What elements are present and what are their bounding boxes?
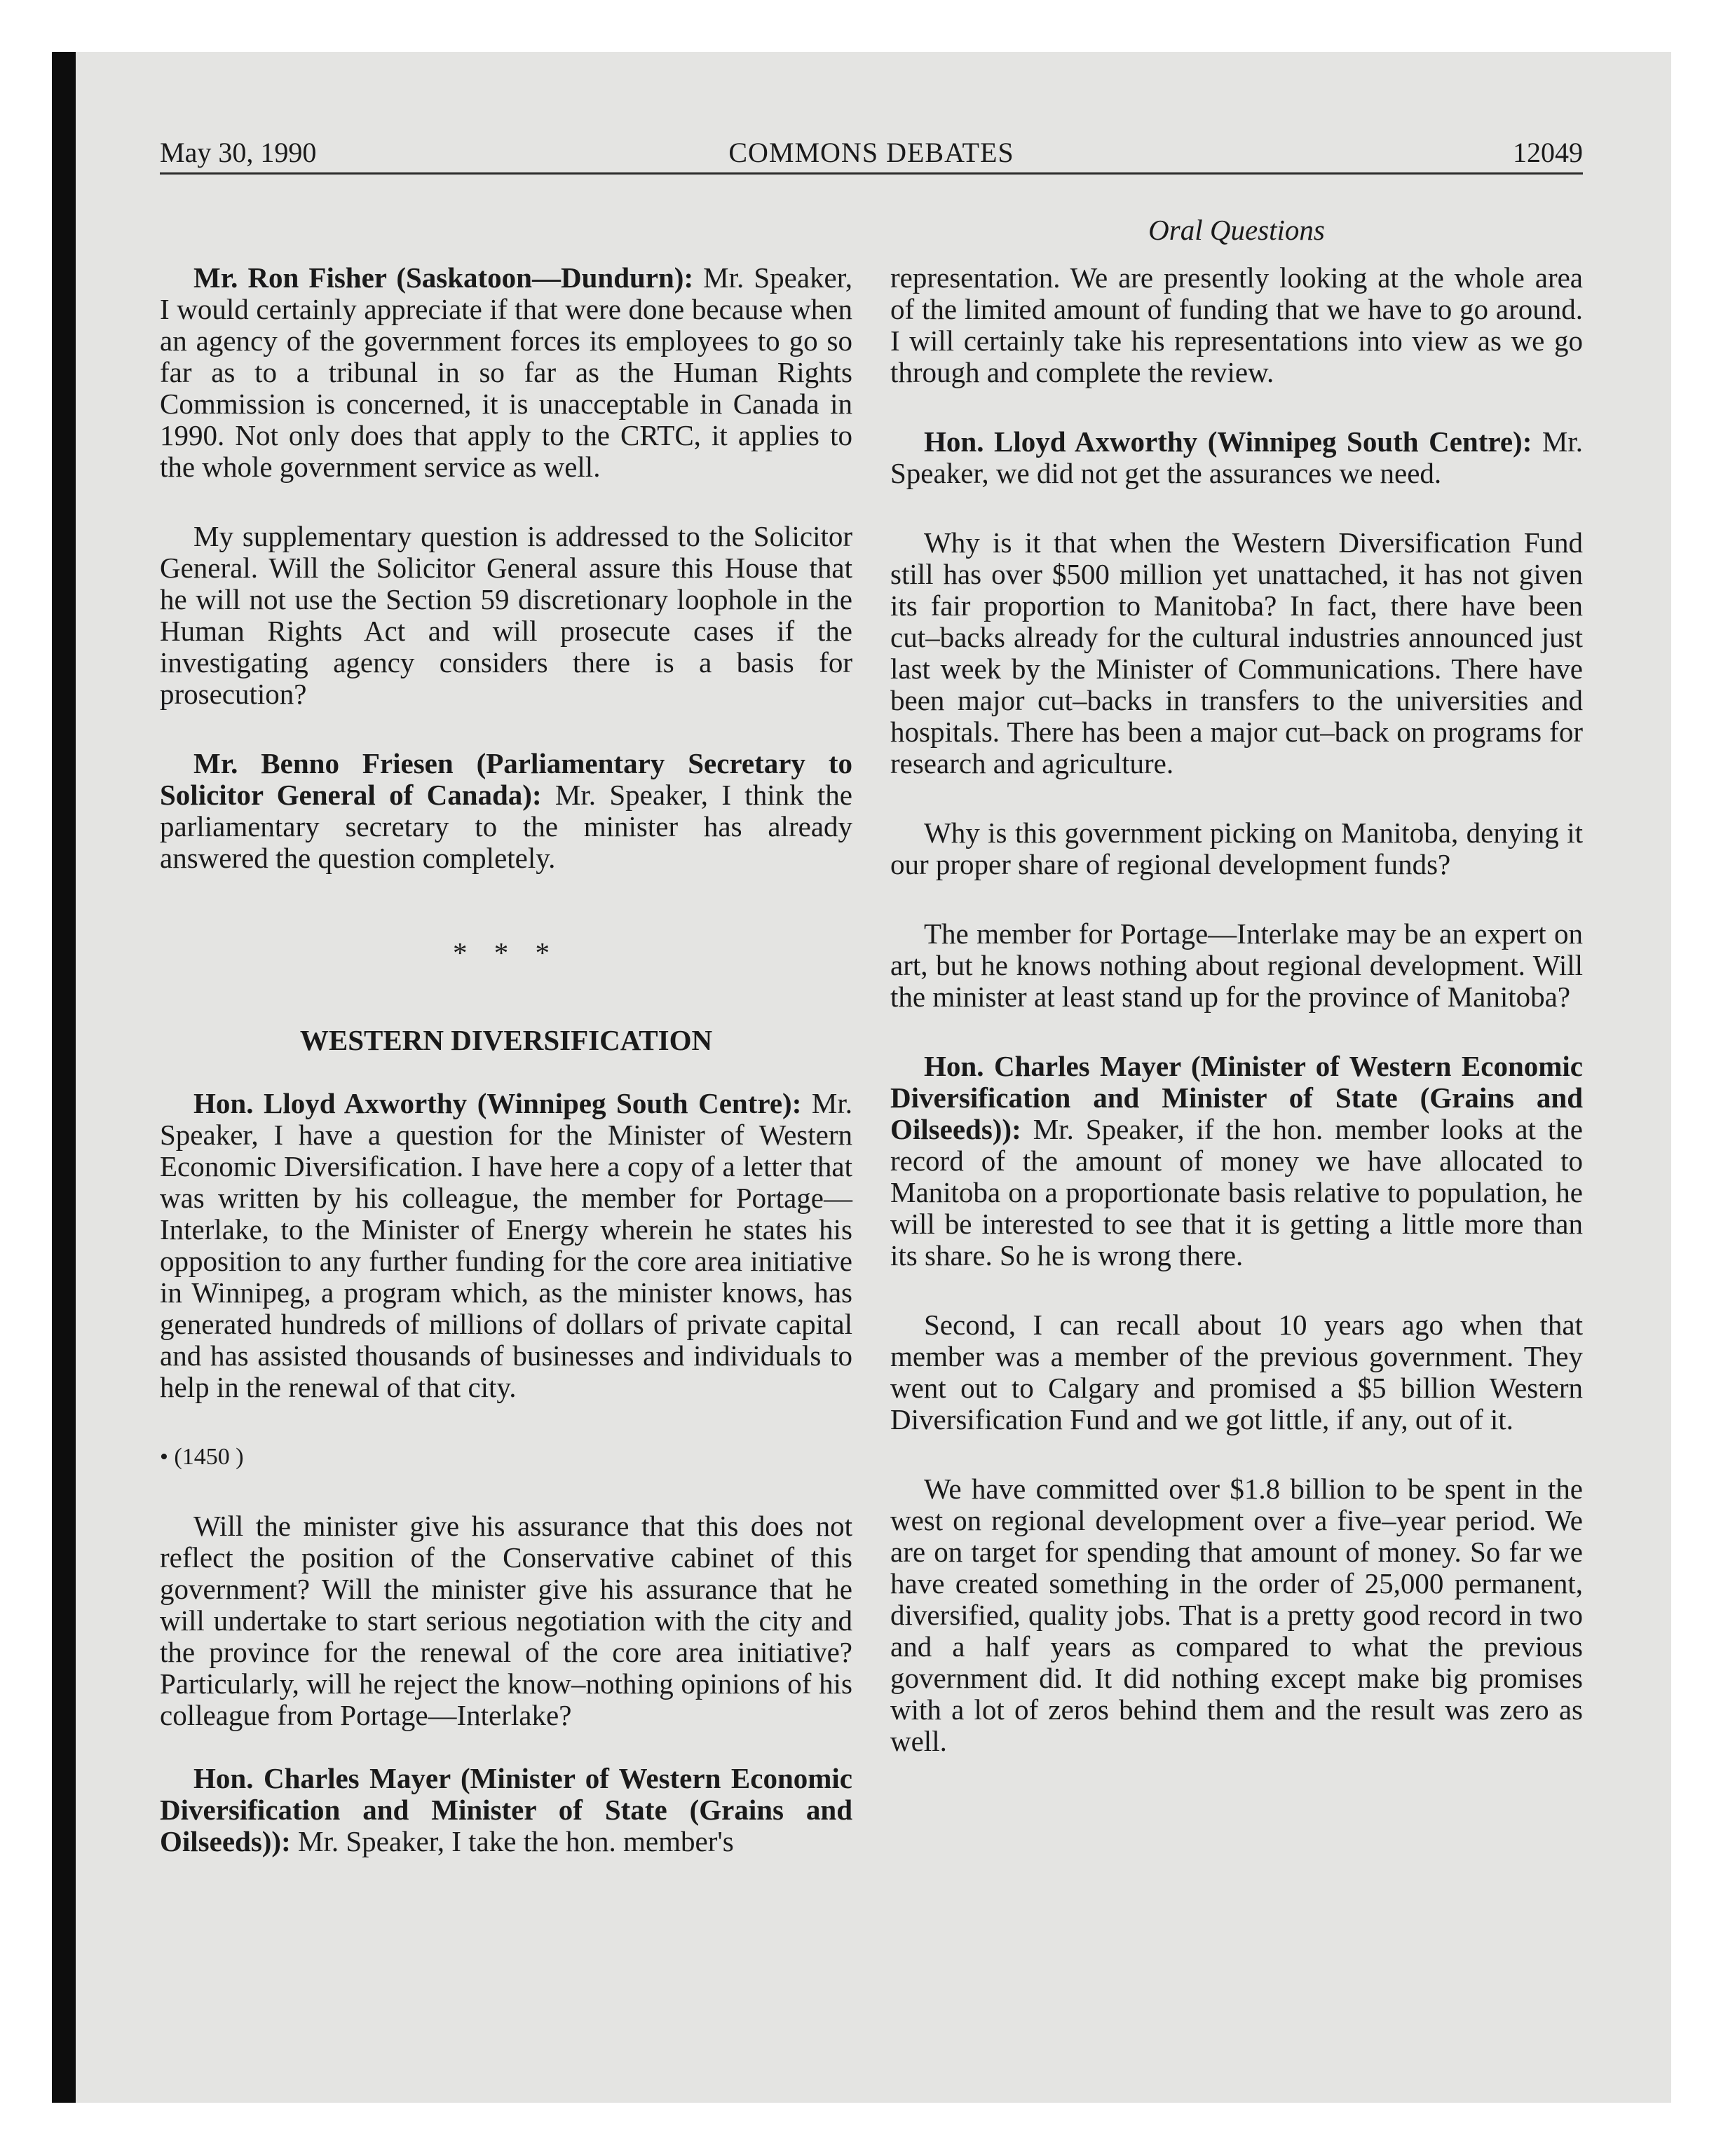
header-date: May 30, 1990 [160, 137, 317, 168]
header-title: COMMONS DEBATES [728, 137, 1014, 168]
paragraph-text: Mr. Speaker, we did not get the assurances we need. [890, 425, 1583, 489]
time-marker: • (1450 ) [160, 1444, 244, 1470]
paragraph [160, 748, 852, 874]
header-rule [160, 172, 1583, 175]
paragraph [890, 1051, 1583, 1271]
speaker-name: Mr. Ron Fisher (Saskatoon—Dundurn): [193, 261, 694, 294]
paragraph [890, 426, 1583, 489]
paragraph: representation. We are presently looking at the whole area of the limited amount of funding that we have to go around. I will certainly take his representations into view as we go through and complete the review. [890, 261, 1583, 388]
speaker-name: Mr. Benno Friesen (Parliamentary Secretary to Solicitor General of Canada): [160, 747, 852, 811]
section-heading: WESTERN DIVERSIFICATION [299, 1024, 713, 1056]
paragraph-text: Mr. Speaker, I have a question for the Minister of Western Economic Diversification. I have here a copy of a letter that was written by his colleague, the member for Portage—Interlake, to the Minister of Energy wherein he states his opposition to any further funding for the core area initiative in Winnipeg, a program which, as the minister knows, has generated hundreds of millions of dollars of private capital and has assisted thousands of businesses and individuals to help in the renewal of that city. [160, 1087, 852, 1403]
speaker-name: Hon. Lloyd Axworthy (Winnipeg South Centre): [193, 1087, 802, 1119]
left-column [160, 262, 852, 1857]
page-header [160, 132, 1583, 174]
paragraph: We have committed over $1.8 billion to be spent in the west on regional development over a five–year period. We are on target for spending that amount of money. So far we have created something in the order of 25,000 permanent, diversified, quality jobs. That is a pretty good record in two and a half years as compared to what the previous government did. It did nothing except make big promises with a lot of zeros behind them and the result was zero as well. [890, 1473, 1583, 1757]
paragraph-text: Mr. Speaker, I think the parliamentary secretary to the minister has already answered the question completely. [160, 779, 852, 874]
paragraph: Second, I can recall about 10 years ago when that member was a member of the previous government. They went out to Calgary and promised a $5 billion Western Diversification Fund and we got little, if any, out of it. [890, 1309, 1583, 1435]
paragraph: The member for Portage—Interlake may be an expert on art, but he knows nothing about regional development. Will the minister at least stand up for the province of Manitoba? [890, 917, 1583, 1013]
header-page-number: 12049 [1513, 137, 1583, 168]
paragraph-text: Mr. Speaker, I take the hon. member's [290, 1825, 734, 1857]
paragraph: Will the minister give his assurance that this does not reflect the position of the Conservative cabinet of this government? Will the minister give his assurance that he will undertake to start serious negotiation with the city and the province for the renewal of the core area initiative? Particularly, will he reject the know–nothing opinions of his colleague from Portage—Interlake? [160, 1510, 852, 1731]
paragraph [160, 262, 852, 483]
paragraph-text: Mr. Speaker, I would certainly appreciate if that were done because when an agency of the government forces its employees to go so far as to a tribunal in so far as the Human Rights Commission is concerned, it is unacceptable in Canada in 1990. Not only does that apply to the CRTC, it applies to the whole government service as well. [160, 261, 852, 483]
section-separator: * * * [453, 936, 559, 969]
right-column [890, 262, 1583, 1757]
paragraph-text: Mr. Speaker, if the hon. member looks at the record of the amount of money we have allocated to Manitoba on a proportionate basis relative to population, he will be interested to see that it is getting a little more than its share. So he is wrong there. [890, 1113, 1583, 1271]
binding-edge [52, 52, 76, 2103]
speaker-name: Hon. Charles Mayer (Minister of Western Economic Diversification and Minister of State (Grains and Oilseeds)): [160, 1762, 852, 1857]
section-label: Oral Questions [1148, 214, 1325, 246]
speaker-name: Hon. Lloyd Axworthy (Winnipeg South Centre): [924, 425, 1532, 458]
paragraph: Why is it that when the Western Diversification Fund still has over $500 million yet unattached, it has not given its fair proportion to Manitoba? In fact, there have been cut–backs already for the cultural industries announced just last week by the Minister of Communications. There have been major cut–backs in transfers to the universities and hospitals. There has been a major cut–back on programs for research and agriculture. [890, 526, 1583, 779]
paragraph: My supplementary question is addressed to the Solicitor General. Will the Solicitor General assure this House that he will not use the Section 59 discretionary loophole in the Human Rights Act and will prosecute cases if the investigating agency considers there is a basis for prosecution? [160, 520, 852, 710]
paragraph [160, 1088, 852, 1403]
paragraph [160, 1763, 852, 1857]
speaker-name: Hon. Charles Mayer (Minister of Western Economic Diversification and Minister of State (Grains and Oilseeds)): [890, 1050, 1583, 1145]
paragraph: Why is this government picking on Manitoba, denying it our proper share of regional development funds? [890, 817, 1583, 880]
